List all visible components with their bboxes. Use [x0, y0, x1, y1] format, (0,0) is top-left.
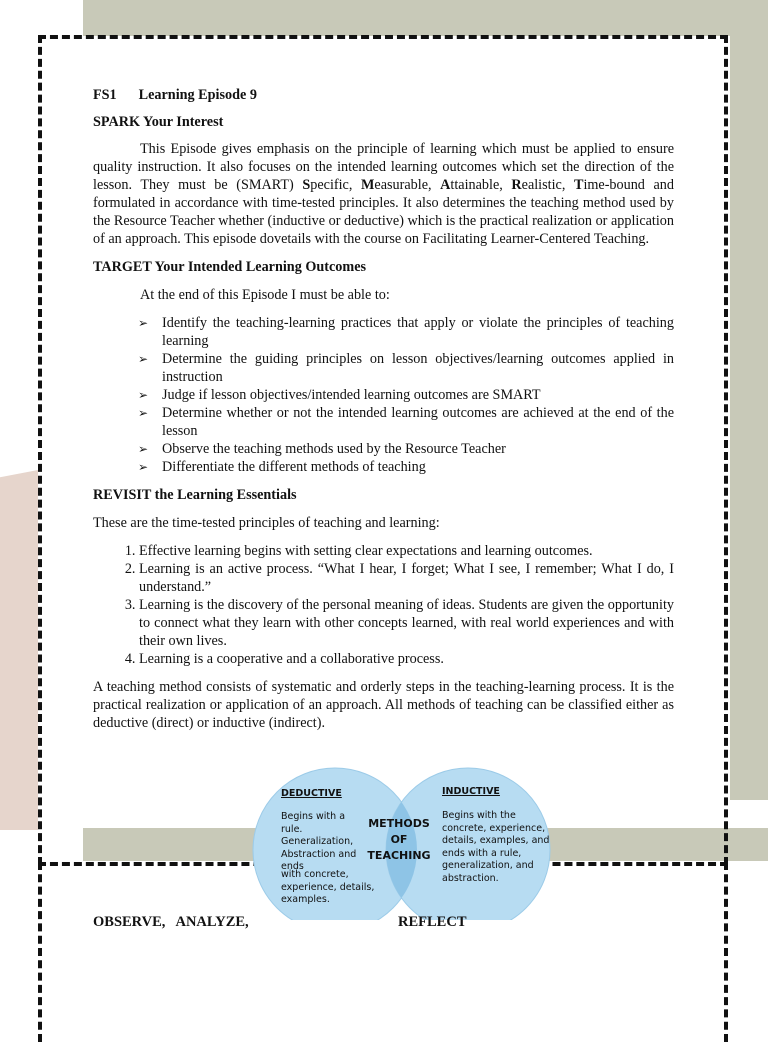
target-intro: At the end of this Episode I must be able to: [140, 287, 390, 303]
decor-sage-top [83, 0, 768, 36]
arrow-bullet-icon: ➢ [138, 352, 149, 366]
decor-sage-right [730, 0, 768, 800]
arrow-bullet-icon: ➢ [138, 388, 149, 402]
arrow-bullet-icon: ➢ [138, 442, 149, 456]
list-item: 1. Effective learning begins with setting clear expectations and learning outcomes. [139, 542, 674, 560]
principles-list [93, 542, 674, 668]
target-heading: TARGET Your Intended Learning Outcomes [93, 259, 367, 275]
list-item: 2. Learning is an active process. “What I hear, I forget; What I see, I remember; What I do, I understand.” [139, 560, 674, 596]
observe-analyze-label: OBSERVE, ANALYZE, [93, 914, 249, 930]
revisit-heading: REVISIT the Learning Essentials [93, 487, 297, 503]
list-item: 4. Learning is a cooperative and a collaborative process. [139, 650, 674, 668]
method-paragraph: A teaching method consists of systematic and orderly steps in the teaching-learning process. It is the practical realization or application of an approach. All methods of teaching can be classified either as deductive (direct) or inductive (indirect). [93, 679, 674, 731]
venn-center-label: METHODS OF TEACHING [367, 817, 431, 862]
methods-venn-diagram [240, 760, 570, 920]
list-item: ➢ Judge if lesson objectives/intended learning outcomes are SMART [138, 387, 541, 403]
arrow-bullet-icon: ➢ [138, 406, 149, 420]
deductive-title: DEDUCTIVE [281, 788, 342, 799]
document-body [93, 86, 674, 732]
course-code: FS1 [93, 87, 117, 103]
decor-pink-left [0, 470, 38, 830]
episode-name: Learning Episode 9 [138, 87, 257, 103]
revisit-intro: These are the time-tested principles of teaching and learning: [93, 515, 440, 531]
arrow-bullet-icon: ➢ [138, 316, 149, 330]
list-item: ➢ Observe the teaching methods used by the Resource Teacher [138, 441, 506, 457]
deductive-text-overflow: with concrete, experience, details, examples. [281, 869, 375, 905]
arrow-bullet-icon: ➢ [138, 460, 149, 474]
episode-title [93, 86, 674, 104]
list-item: ➢ Determine the guiding principles on lesson objectives/learning outcomes applied in instruction [138, 351, 674, 385]
list-item: 3. Learning is the discovery of the personal meaning of ideas. Students are given the opportunity to connect what they learn with other concepts learned, with real world experiences and with their own lives. [139, 596, 674, 650]
inductive-title: INDUCTIVE [442, 786, 500, 797]
list-item: ➢ Determine whether or not the intended learning outcomes are achieved at the end of the lesson [138, 405, 674, 439]
deductive-text: Begins with a rule. Generalization, Abstraction and ends [281, 811, 357, 872]
reflect-label: REFLECT [398, 914, 467, 930]
spark-heading: SPARK Your Interest [93, 114, 224, 130]
spark-paragraph: This Episode gives emphasis on the principle of learning which must be applied to ensure quality instruction. It also focuses on the intended learning outcomes which set the direction of the lesson. They must be (SMART) Specific, Measurable, Attainable, Realistic, Time-bound and formulated in accordance with time-tested principles. It also determines the teaching method used by the Resource Teacher whether (inductive or deductive) which is the practical realization or application of an approach. This episode dovetails with the course on Facilitating Learner-Centered Teaching. [93, 141, 674, 247]
outcomes-list [93, 314, 674, 476]
inductive-text: Begins with the concrete, experience, details, examples, and ends with a rule, generalization, and abstraction. [442, 810, 550, 884]
list-item: ➢ Differentiate the different methods of teaching [138, 459, 426, 475]
list-item: ➢ Identify the teaching-learning practices that apply or violate the principles of teaching learning [138, 315, 674, 349]
